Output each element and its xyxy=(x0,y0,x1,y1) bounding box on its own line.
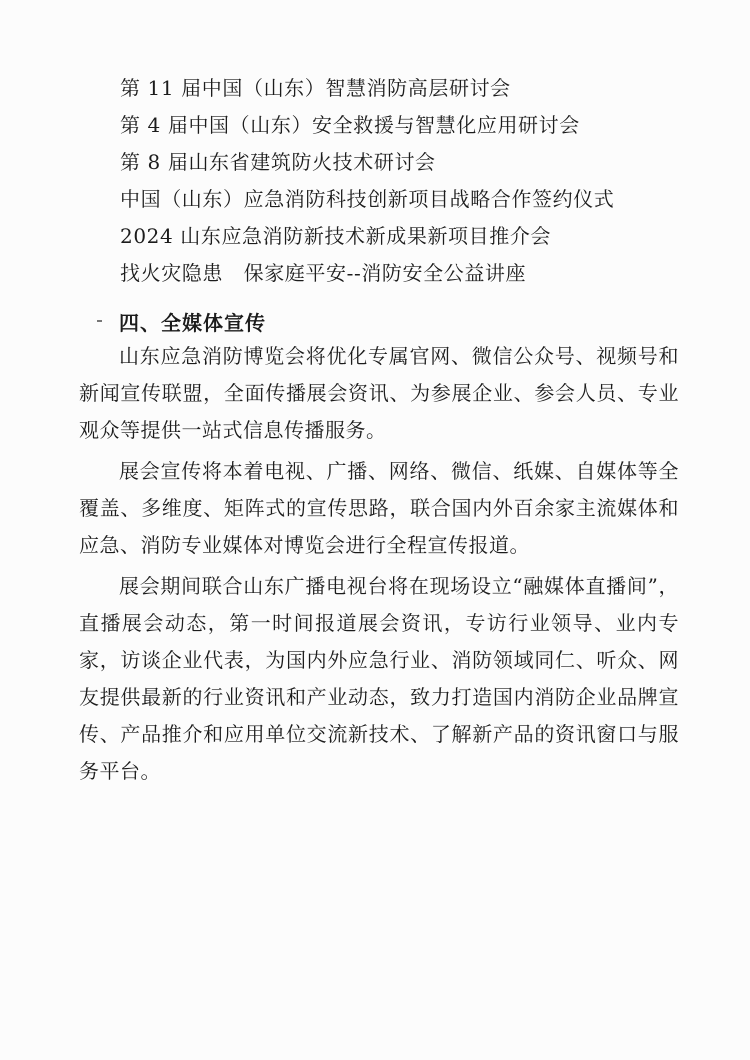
margin-mark xyxy=(97,320,102,322)
event-item: 2024 山东应急消防新技术新成果新项目推介会 xyxy=(120,224,552,248)
event-item: 中国（山东）应急消防科技创新项目战略合作签约仪式 xyxy=(120,187,615,211)
body-paragraph: 展会期间联合山东广播电视台将在现场设立“融媒体直播间”，直播展会动态，第一时间报道展会资讯，专访行业领导、业内专家，访谈企业代表，为国内外应急行业、消防领域同仁、听众、网友提供最新的行业资讯和产业动态，致力打造国内消防企业品牌宣传、产品推介和应用单位交流新技术、了解新产品的资讯窗口与服务平台。 xyxy=(79,574,679,783)
section-heading: 四、全媒体宣传 xyxy=(119,311,266,335)
event-item: 找火灾隐患 保家庭平安--消防安全公益讲座 xyxy=(120,261,527,285)
event-list xyxy=(120,70,680,292)
body-paragraph: 山东应急消防博览会将优化专属官网、微信公众号、视频号和新闻宣传联盟，全面传播展会资讯、为参展企业、参会人员、专业观众等提供一站式信息传播服务。 xyxy=(79,344,679,442)
body-paragraph: 展会宣传将本着电视、广播、网络、微信、纸媒、自媒体等全覆盖、多维度、矩阵式的宣传思路，联合国内外百余家主流媒体和应急、消防专业媒体对博览会进行全程宣传报道。 xyxy=(79,459,679,557)
event-item: 第 11 届中国（山东）智慧消防高层研讨会 xyxy=(120,76,511,100)
event-item: 第 8 届山东省建筑防火技术研讨会 xyxy=(120,150,436,174)
event-item: 第 4 届中国（山东）安全救援与智慧化应用研讨会 xyxy=(120,113,580,137)
